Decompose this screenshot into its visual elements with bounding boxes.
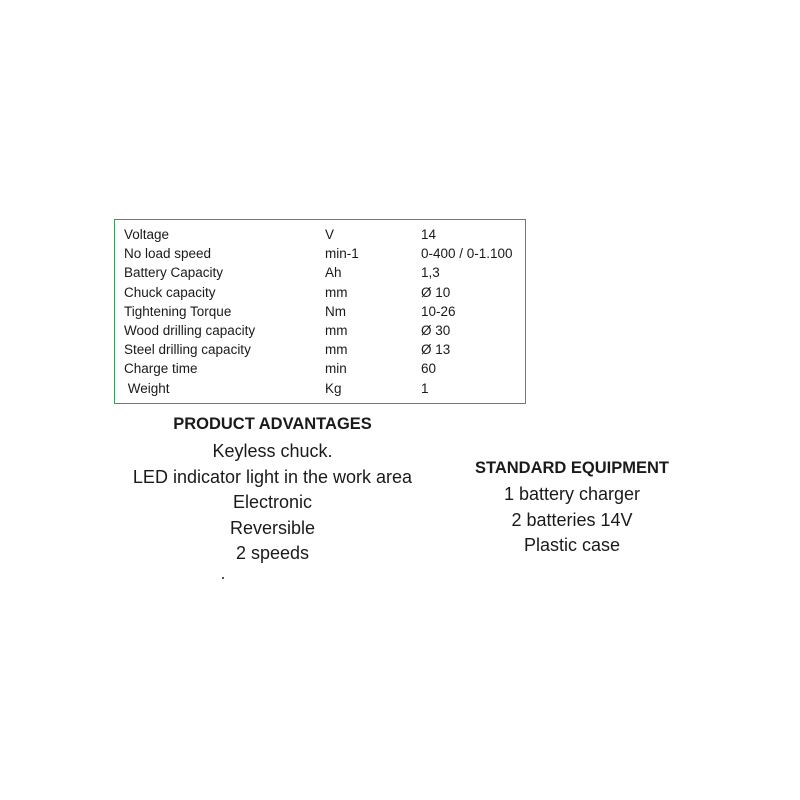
standard-equipment-section [440,457,704,559]
spec-label: Chuck capacity [124,285,216,300]
spec-value: Ø 13 [421,342,451,357]
spec-unit: Ah [325,265,342,280]
equipment-item: 2 batteries 14V [511,509,633,530]
spec-row-charge-time [124,359,525,378]
spec-row-voltage [124,225,525,244]
spec-row-weight [124,379,525,398]
standard-equipment-heading: STANDARD EQUIPMENT [474,459,670,477]
spec-label: Charge time [124,361,198,376]
advantage-item: LED indicator light in the work area [132,466,413,487]
spec-unit: V [325,227,335,242]
stray-dot [222,577,224,579]
spec-row-battery-capacity [124,263,525,282]
spec-unit: Nm [325,304,346,319]
spec-label: Steel drilling capacity [124,342,251,357]
spec-unit: mm [325,342,348,357]
advantage-item: Electronic [232,492,313,512]
spec-value: 10-26 [421,304,456,319]
spec-value: Ø 30 [421,323,451,338]
spec-value: 14 [421,227,437,242]
spec-row-steel-drilling-capacity [124,340,525,359]
spec-unit: mm [325,285,348,300]
spec-value: 0-400 / 0-1.100 [421,246,513,261]
spec-row-tightening-torque [124,302,525,321]
advantage-item: 2 speeds [235,543,310,563]
spec-row-wood-drilling-capacity [124,321,525,340]
spec-label: Weight [124,381,170,396]
spec-row-no-load-speed [124,244,525,263]
spec-label: Battery Capacity [124,265,224,280]
spec-unit: min [325,361,347,376]
spec-label: No load speed [124,246,212,261]
spec-unit: Kg [325,381,342,396]
spec-value: 60 [421,361,437,376]
spec-label: Voltage [124,227,170,242]
equipment-item: 1 battery charger [503,484,641,504]
advantage-item: Keyless chuck. [212,441,333,461]
spec-label: Tightening Torque [124,304,232,319]
spec-table [114,219,526,404]
spec-label: Wood drilling capacity [124,323,256,338]
spec-unit: mm [325,323,348,338]
spec-value: 1,3 [421,265,440,280]
spec-value: Ø 10 [421,285,451,300]
equipment-item: Plastic case [523,535,621,555]
advantage-item: Reversible [229,517,316,538]
spec-row-chuck-capacity [124,283,525,302]
spec-unit: min-1 [325,246,359,261]
spec-value: 1 [421,381,429,396]
product-advantages-section [100,413,445,567]
product-advantages-heading: PRODUCT ADVANTAGES [173,415,372,433]
